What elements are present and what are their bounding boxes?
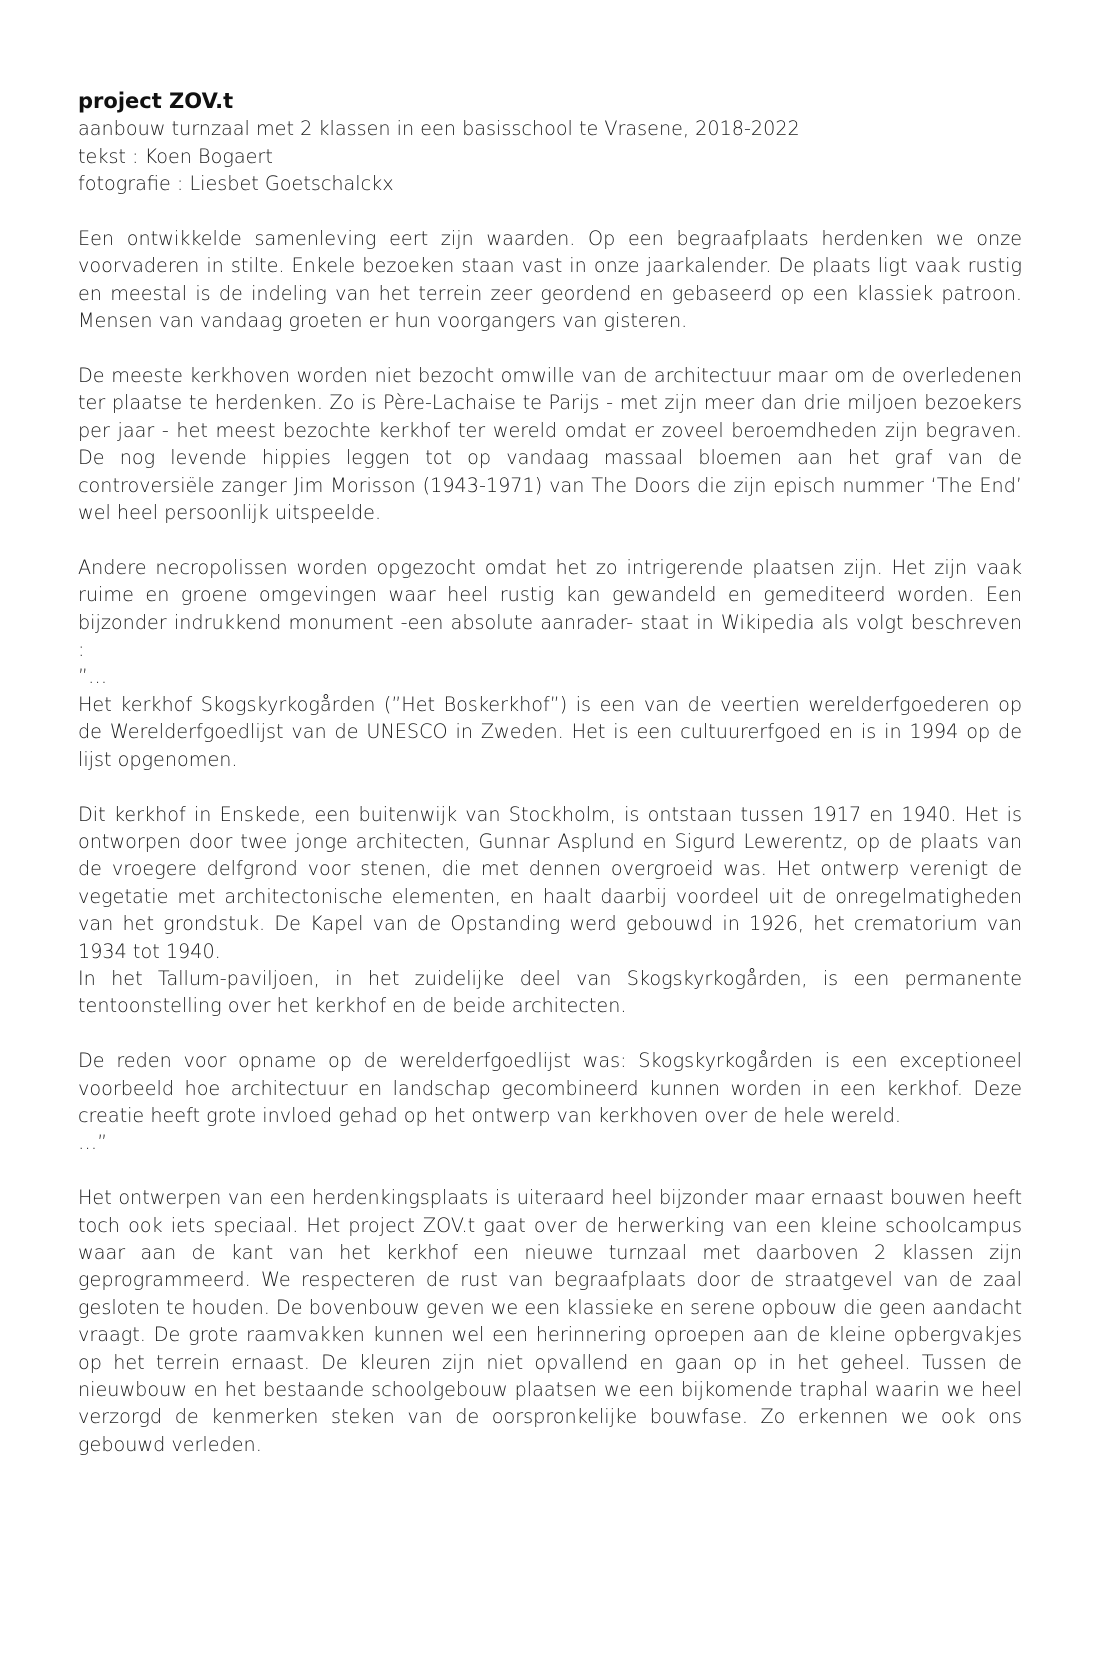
quote-open: ”…: [78, 665, 108, 689]
spacer: [78, 1020, 1022, 1047]
paragraph-skogskyrkogarden: Het kerkhof Skogskyrkogården (”Het Boskerkhof”) is een van de veertien werelderfgoederen op de Werelderfgoedlijst van de UNESCO in Zweden. Het is een cultuurerfgoed en is in 1994 op de lijst opgenomen.: [78, 692, 1022, 771]
photo-credit: fotografie : Liesbet Goetschalckx: [78, 172, 394, 196]
paragraph-unesco-reason: De reden voor opname op de werelderfgoedlijst was: Skogskyrkogården is een exceptioneel voorbeeld hoe architectuur en landschap gecombineerd kunnen worden in een kerkhof. Deze creatie heeft grote invloed gehad op het ontwerp van kerkhoven over de hele wereld.: [78, 1049, 1022, 1127]
text-credit: tekst : Koen Bogaert: [78, 144, 273, 168]
spacer: [78, 1157, 1022, 1184]
quote-close: …”: [78, 1131, 108, 1155]
project-subtitle: aanbouw turnzaal met 2 klassen in een basisschool te Vrasene, 2018-2022: [78, 117, 800, 141]
paragraph-enskede: Dit kerkhof in Enskede, een buitenwijk van Stockholm, is ontstaan tussen 1917 en 1940. Het is ontworpen door twee jonge architecten, Gunnar Asplund en Sigurd Lewerentz, op de plaats van de vroegere delfgrond voor stenen, die met dennen overgroeid was. Het ontwerp verenigt de vegetatie met architectonische elementen, en haalt daarbij voordeel uit de onregelmatigheden van het grondstuk. De Kapel van de Opstanding werd gebouwd in 1926, het crematorium van 1934 tot 1940.: [78, 802, 1022, 963]
paragraph-cemeteries: De meeste kerkhoven worden niet bezocht omwille van de architectuur maar om de overledenen ter plaatse te herdenken. Zo is Père-Lachaise te Parijs - met zijn meer dan drie miljoen bezoekers per jaar - het meest bezochte kerkhof ter wereld omdat er zoveel beroemdheden zijn begraven. De nog levende hippies leggen tot op vandaag massaal bloemen aan het graf van de controversiële zanger Jim Morisson (1943-1971) van The Doors die zijn episch nummer ‘The End’ wel heel persoonlijk uitspeelde.: [78, 364, 1022, 525]
paragraph-intro: Een ontwikkelde samenleving eert zijn waarden. Op een begraafplaats herdenken we onze voorvaderen in stilte. Enkele bezoeken staan vast in onze jaarkalender. De plaats ligt vaak rustig en meestal is de indeling van het terrein zeer geordend en gebaseerd op een klassiek patroon. Mensen van vandaag groeten er hun voorgangers van gisteren.: [78, 227, 1022, 333]
document-page: [78, 88, 1022, 1458]
paragraph-necropolis: Andere necropolissen worden opgezocht omdat het zo intrigerende plaatsen zijn. Het zijn vaak ruime en groene omgevingen waar heel rustig kan gewandeld en gemediteerd worden. Een bijzonder indrukkend monument -een absolute aanrader- staat in Wikipedia als volgt beschreven :: [78, 555, 1022, 662]
page-title: project ZOV.t: [78, 89, 234, 113]
spacer: [78, 198, 1022, 225]
paragraph-project: Het ontwerpen van een herdenkingsplaats is uiteraard heel bijzonder maar ernaast bouwen heeft toch ook iets speciaal. Het project ZOV.t gaat over de herwerking van een kleine schoolcampus waar aan de kant van het kerkhof een nieuwe turnzaal met daarboven 2 klassen zijn geprogrammeerd. We respecteren de rust van begraafplaats door de straatgevel van de zaal gesloten te houden. De bovenbouw geven we een klassieke en serene opbouw die geen aandacht vraagt. De grote raamvakken kunnen wel een herinnering oproepen aan de kleine opbergvakjes op het terrein ernaast. De kleuren zijn niet opvallend en gaan op in het geheel. Tussen de nieuwbouw en het bestaande schoolgebouw plaatsen we een bijkomende traphal waarin we heel verzorgd de kenmerken steken van de oorspronkelijke bouwfase. Zo erkennen we ook ons gebouwd verleden.: [78, 1186, 1022, 1456]
paragraph-tallum: In het Tallum-paviljoen, in het zuidelijke deel van Skogskyrkogården, is een permanente tentoonstelling over het kerkhof en de beide architecten.: [78, 966, 1022, 1018]
spacer: [78, 773, 1022, 800]
spacer: [78, 335, 1022, 362]
spacer: [78, 526, 1022, 553]
